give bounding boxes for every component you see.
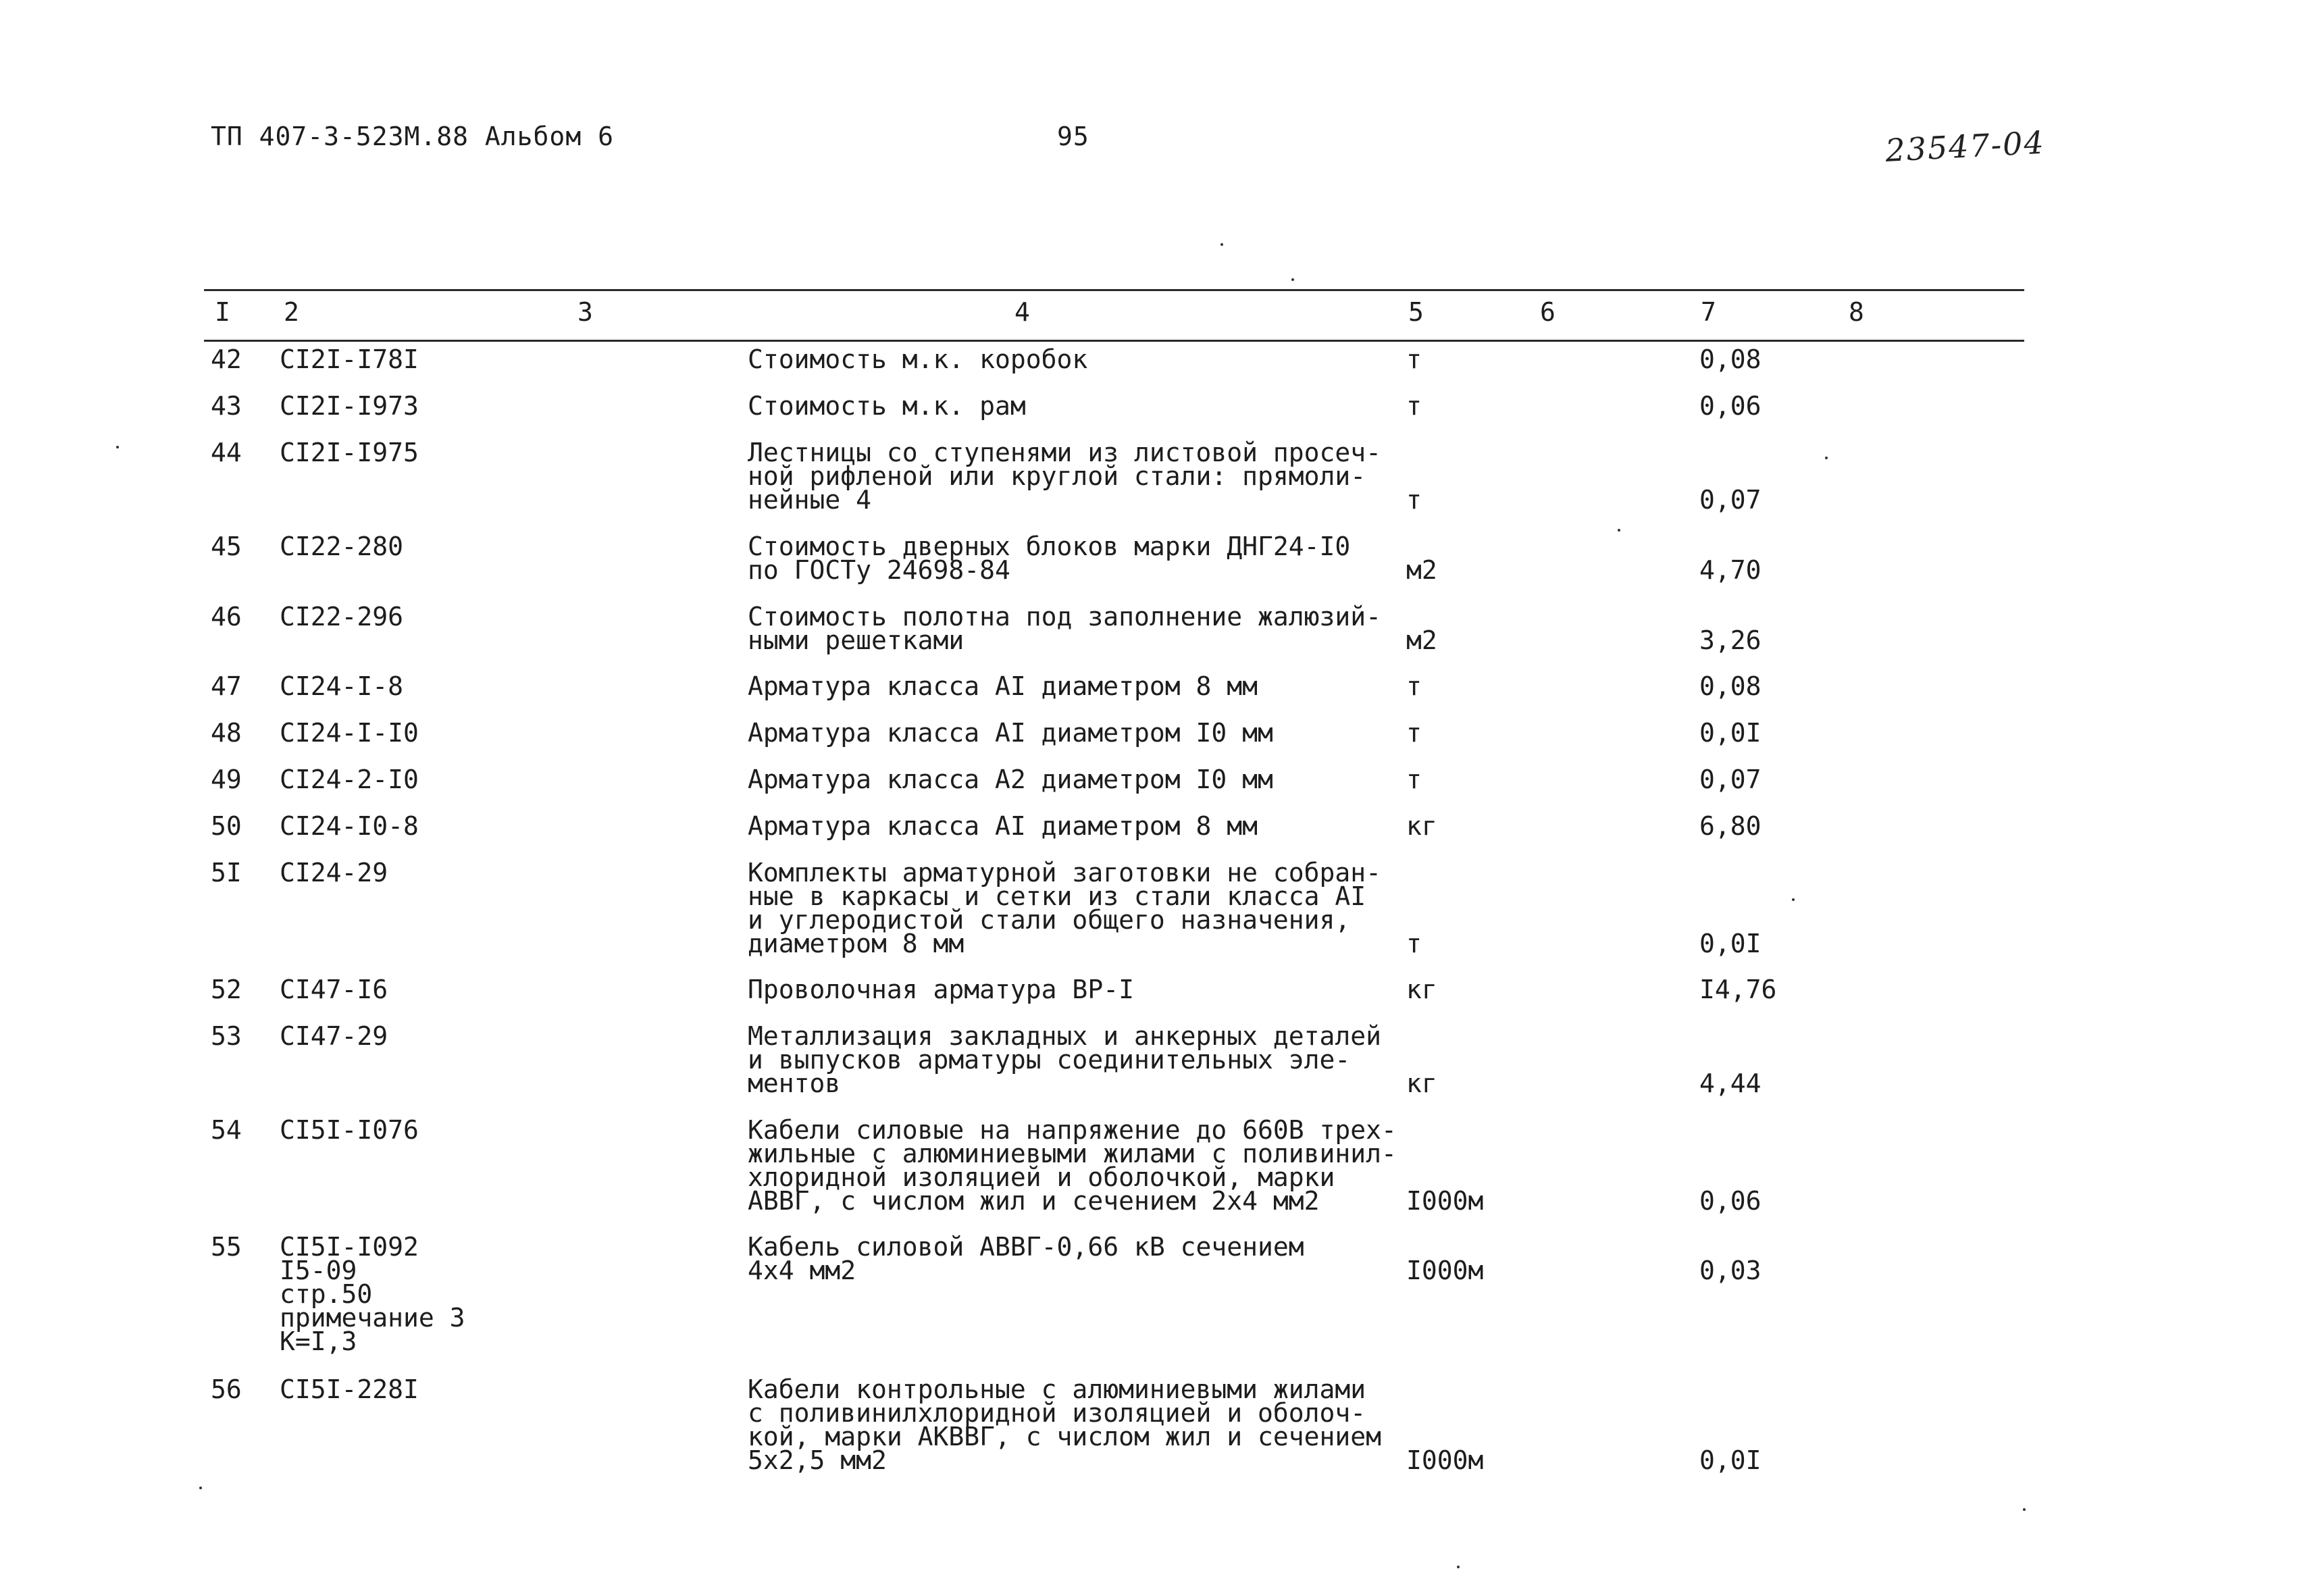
column-number-7: 7	[1701, 297, 1716, 327]
quantity-value: 3,26	[1699, 625, 1762, 655]
item-description: диаметром 8 мм	[748, 929, 965, 958]
price-code: СI2I-I973	[280, 391, 419, 421]
unit-of-measure: т	[1406, 391, 1422, 421]
unit-of-measure: кг	[1406, 975, 1437, 1004]
price-code: СI47-I6	[280, 975, 388, 1004]
column-number-4: 4	[1014, 297, 1030, 327]
unit-of-measure: I000м	[1406, 1445, 1484, 1475]
row-number: 46	[211, 602, 242, 632]
price-code: СI5I-228I	[280, 1374, 419, 1404]
quantity-value: 0,08	[1699, 344, 1762, 374]
unit-of-measure: т	[1406, 485, 1422, 515]
row-number: 47	[211, 671, 242, 701]
unit-of-measure: т	[1406, 344, 1422, 374]
item-description: ные в каркасы и сетки из стали класса АI	[748, 881, 1366, 911]
price-code: К=I,3	[280, 1327, 357, 1356]
item-description: АВВГ, с числом жил и сечением 2х4 мм2	[748, 1186, 1320, 1216]
quantity-value: I4,76	[1699, 975, 1777, 1004]
unit-of-measure: I000м	[1406, 1256, 1484, 1285]
price-code: СI5I-I076	[280, 1115, 419, 1145]
item-description: Стоимость полотна под заполнение жалюзий-	[748, 602, 1381, 632]
scan-speck	[199, 1487, 202, 1489]
scan-speck	[2023, 1508, 2026, 1511]
quantity-value: 4,70	[1699, 555, 1762, 585]
item-description: Арматура класса АI диаметром I0 мм	[748, 718, 1273, 748]
row-number: 44	[211, 438, 242, 467]
item-description: Стоимость м.к. рам	[748, 391, 1026, 421]
price-code: СI22-280	[280, 532, 404, 561]
item-description: Арматура класса АI диаметром 8 мм	[748, 811, 1258, 841]
quantity-value: 0,0I	[1699, 1445, 1762, 1475]
scan-speck	[1457, 1566, 1460, 1568]
quantity-value: 0,07	[1699, 765, 1762, 794]
unit-of-measure: т	[1406, 671, 1422, 701]
column-number-8: 8	[1849, 297, 1864, 327]
price-code: СI24-I-I0	[280, 718, 419, 748]
item-description: жильные с алюминиевыми жилами с поливинил-	[748, 1139, 1397, 1168]
scan-speck	[1792, 898, 1795, 901]
table-top-rule	[204, 289, 2024, 291]
scan-speck	[1291, 278, 1294, 281]
item-description: по ГОСТу 24698-84	[748, 555, 1010, 585]
scan-speck	[1825, 457, 1828, 459]
row-number: 42	[211, 344, 242, 374]
unit-of-measure: I000м	[1406, 1186, 1484, 1216]
item-description: Металлизация закладных и анкерных деталей	[748, 1021, 1381, 1051]
item-description: ными решетками	[748, 625, 965, 655]
item-description: и углеродистой стали общего назначения,	[748, 905, 1351, 935]
row-number: 45	[211, 532, 242, 561]
unit-of-measure: т	[1406, 765, 1422, 794]
item-description: 4х4 мм2	[748, 1256, 856, 1285]
item-description: кой, марки АКВВГ, с числом жил и сечением	[748, 1422, 1381, 1451]
item-description: Стоимость дверных блоков марки ДНГ24-I0	[748, 532, 1351, 561]
column-number-2: 2	[284, 297, 299, 327]
item-description: Лестницы со ступенями из листовой просеч-	[748, 438, 1381, 467]
item-description: ментов	[748, 1069, 841, 1098]
price-code: СI2I-I975	[280, 438, 419, 467]
item-description: нейные 4	[748, 485, 872, 515]
item-description: Проволочная арматура ВР-I	[748, 975, 1134, 1004]
scan-speck	[1618, 529, 1620, 532]
column-number-3: 3	[577, 297, 593, 327]
price-code: СI22-296	[280, 602, 404, 632]
item-description: Стоимость м.к. коробок	[748, 344, 1088, 374]
price-code: СI24-I0-8	[280, 811, 419, 841]
inventory-stamp-number: 23547-04	[1884, 124, 2046, 169]
unit-of-measure: м2	[1406, 555, 1437, 585]
unit-of-measure: кг	[1406, 811, 1437, 841]
item-description: 5х2,5 мм2	[748, 1445, 887, 1475]
item-description: Арматура класса А2 диаметром I0 мм	[748, 765, 1273, 794]
price-code: примечание 3	[280, 1303, 465, 1333]
price-code: СI2I-I78I	[280, 344, 419, 374]
price-code: I5-09	[280, 1256, 357, 1285]
row-number: 43	[211, 391, 242, 421]
item-description: Кабель силовой АВВГ-0,66 кВ сечением	[748, 1232, 1304, 1262]
price-code: СI5I-I092	[280, 1232, 419, 1262]
quantity-value: 6,80	[1699, 811, 1762, 841]
row-number: 55	[211, 1232, 242, 1262]
item-description: Кабели силовые на напряжение до 660В трех-	[748, 1115, 1397, 1145]
quantity-value: 0,07	[1699, 485, 1762, 515]
column-number-1: I	[215, 297, 230, 327]
quantity-value: 0,06	[1699, 391, 1762, 421]
item-description: Кабели контрольные с алюминиевыми жилами	[748, 1374, 1366, 1404]
unit-of-measure: т	[1406, 718, 1422, 748]
item-description: с поливинилхлоридной изоляцией и оболоч-	[748, 1398, 1366, 1428]
unit-of-measure: т	[1406, 929, 1422, 958]
unit-of-measure: м2	[1406, 625, 1437, 655]
item-description: Арматура класса АI диаметром 8 мм	[748, 671, 1258, 701]
table-header-rule	[204, 340, 2024, 342]
quantity-value: 0,06	[1699, 1186, 1762, 1216]
price-code: стр.50	[280, 1279, 373, 1309]
item-description: Комплекты арматурной заготовки не собран-	[748, 858, 1381, 887]
quantity-value: 0,08	[1699, 671, 1762, 701]
row-number: 52	[211, 975, 242, 1004]
quantity-value: 0,03	[1699, 1256, 1762, 1285]
quantity-value: 0,0I	[1699, 929, 1762, 958]
row-number: 5I	[211, 858, 242, 887]
row-number: 48	[211, 718, 242, 748]
row-number: 56	[211, 1374, 242, 1404]
column-number-6: 6	[1540, 297, 1555, 327]
item-description: и выпусков арматуры соединительных эле-	[748, 1045, 1351, 1075]
unit-of-measure: кг	[1406, 1069, 1437, 1098]
row-number: 53	[211, 1021, 242, 1051]
item-description: ной рифленой или круглой стали: прямоли-	[748, 461, 1366, 491]
scan-speck	[1220, 243, 1223, 246]
quantity-value: 0,0I	[1699, 718, 1762, 748]
page-number: 95	[1057, 122, 1089, 151]
row-number: 54	[211, 1115, 242, 1145]
item-description: хлоридной изоляцией и оболочкой, марки	[748, 1162, 1335, 1192]
row-number: 49	[211, 765, 242, 794]
column-number-5: 5	[1408, 297, 1424, 327]
document-code: ТП 407-3-523М.88 Альбом 6	[211, 122, 614, 151]
quantity-value: 4,44	[1699, 1069, 1762, 1098]
price-code: СI24-2-I0	[280, 765, 419, 794]
price-code: СI47-29	[280, 1021, 388, 1051]
row-number: 50	[211, 811, 242, 841]
price-code: СI24-29	[280, 858, 388, 887]
scan-speck	[116, 446, 119, 448]
price-code: СI24-I-8	[280, 671, 404, 701]
